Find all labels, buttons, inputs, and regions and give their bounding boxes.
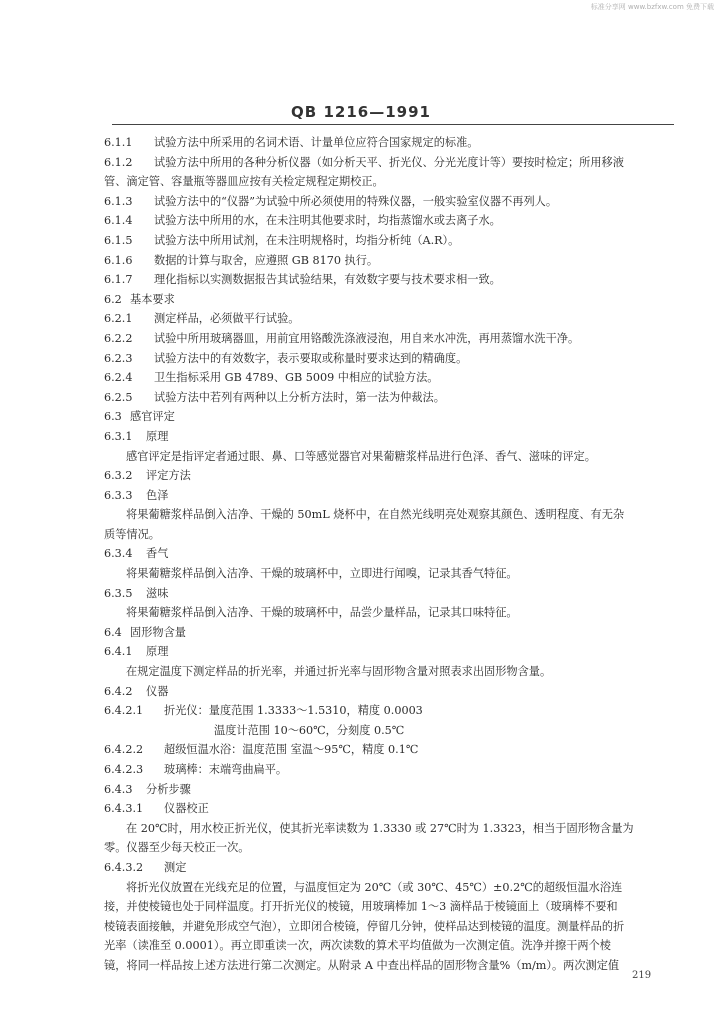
paragraph-text: 将果葡糖浆样品倒入洁净、干燥的玻璃杯中，立即进行闻嗅，记录其香气特征。 — [126, 567, 518, 581]
paragraph-text: 将果葡糖浆样品倒入洁净、干燥的 50mL 烧杯中，在自然光线明亮处观察其颜色、透明程度、有无杂 — [126, 508, 625, 522]
clause-number: 6.4.3.1 — [104, 802, 144, 816]
clause-number: 6.4.2.3 — [104, 763, 144, 776]
clause-number: 6.4.3 — [104, 782, 133, 796]
text-line — [104, 329, 672, 349]
subsection-title: 香气 — [146, 547, 169, 561]
section-heading — [104, 623, 672, 643]
paragraph-line — [104, 662, 672, 682]
paragraph-line — [104, 838, 672, 858]
section-heading — [104, 407, 672, 427]
subsection-heading — [104, 544, 672, 564]
header-rule — [112, 124, 674, 125]
clause-number: 6.4.2.1 — [104, 704, 144, 718]
text-line — [104, 701, 672, 721]
watermark-text: 标准分享网 www.bzfxw.com 免费下载 — [590, 3, 714, 11]
section-number: 6.3 — [104, 410, 122, 424]
paragraph-line — [104, 897, 672, 917]
continuation-text: 棱镜表面接触，并避免形成空气泡），立即闭合棱镜，停留几分钟，使样品达到棱镜的温度。测量样品的折 — [104, 919, 625, 933]
paragraph-line — [104, 878, 672, 898]
subsection-title: 评定方法 — [146, 469, 191, 483]
subsection-heading — [104, 799, 672, 819]
subsection-title: 仪器校正 — [164, 802, 209, 816]
clause-text: 试验方法中所用的各种分析仪器（如分析天平、折光仪、分光光度计等）要按时检定；所用移液 — [154, 155, 624, 169]
section-number: 6.4 — [104, 625, 122, 639]
continuation-text: 光率（读准至 0.0001）。再立即重读一次，两次读数的算术平均值做为一次测定值。洗净并擦干两个棱 — [104, 939, 611, 953]
clause-number: 6.3.2 — [104, 469, 133, 483]
clause-number: 6.2.5 — [104, 390, 133, 404]
clause-text: 试验方法中的有效数字，表示要取或称量时要求达到的精确度。 — [154, 351, 468, 365]
clause-number: 6.3.1 — [104, 429, 133, 443]
section-title: 基本要求 — [130, 292, 175, 306]
paragraph-line — [104, 936, 672, 956]
text-line — [104, 349, 672, 369]
subsection-heading — [104, 486, 672, 506]
clause-text: 试验方法中的“仪器”为试验中所必须使用的特殊仪器，一般实验室仪器不再列人。 — [154, 194, 558, 208]
subsection-heading — [104, 642, 672, 662]
text-line — [104, 172, 672, 192]
text-line — [104, 251, 672, 271]
text-line — [104, 368, 672, 388]
subsection-title: 滋味 — [146, 586, 169, 600]
subsection-heading — [104, 466, 672, 486]
clause-number: 6.2.1 — [104, 312, 133, 326]
clause-number: 6.1.4 — [104, 214, 133, 228]
clause-text: 试验方法中所采用的名词术语、计量单位应符合国家规定的标准。 — [154, 136, 479, 149]
section-title: 固形物含量 — [130, 625, 186, 639]
text-line — [104, 192, 672, 212]
clause-number: 6.3.4 — [104, 547, 133, 561]
clause-text: 试验方法中所用试剂，在未注明规格时，均指分析纯（A.R）。 — [154, 233, 460, 247]
paragraph-line — [104, 819, 672, 839]
paragraph-text: 感官评定是指评定者通过眼、鼻、口等感觉器官对果葡糖浆样品进行色泽、香气、滋味的评定。 — [126, 449, 596, 463]
clause-text: 测定样品，必须做平行试验。 — [154, 312, 300, 326]
paragraph-line — [104, 917, 672, 937]
clause-number: 6.1.3 — [104, 194, 133, 208]
subsection-heading — [104, 780, 672, 800]
paragraph-text: 在规定温度下测定样品的折光率，并通过折光率与固形物含量对照表求出固形物含量。 — [126, 665, 552, 679]
paragraph-line — [104, 525, 672, 545]
clause-number: 6.1.5 — [104, 233, 133, 247]
clause-text: 理化指标以实测数据报告其试验结果，有效数字要与技术要求相一致。 — [154, 273, 501, 287]
text-line — [104, 231, 672, 251]
paragraph-line — [104, 564, 672, 584]
subsection-heading — [104, 682, 672, 702]
paragraph-text: 在 20℃时，用水校正折光仪，使其折光率读数为 1.3330 或 27℃时为 1.3323，相当于固形物含量为 — [126, 821, 634, 835]
clause-text: 试验中所用玻璃器皿，用前宜用铬酸洗涤液浸泡，用自来水冲洗，再用蒸馏水洗干净。 — [154, 331, 580, 345]
clause-text: 数据的计算与取舍，应遵照 GB 8170 执行。 — [154, 253, 379, 267]
clause-number: 6.1.7 — [104, 273, 133, 287]
subsection-heading — [104, 427, 672, 447]
paragraph-text: 将折光仪放置在光线充足的位置，与温度恒定为 20℃（或 30℃、45℃）±0.2℃的超级恒温水浴连 — [126, 880, 623, 894]
subsection-title: 原理 — [146, 645, 169, 659]
document-header: QB 1216—1991 — [291, 103, 431, 121]
paragraph-line — [104, 447, 672, 467]
subsection-title: 分析步骤 — [146, 782, 191, 796]
clause-number: 6.4.2 — [104, 684, 133, 698]
text-line — [104, 760, 672, 780]
text-line — [104, 721, 672, 741]
clause-text: 超级恒温水浴：温度范围 室温～95℃，精度 0.1℃ — [164, 743, 419, 757]
paragraph-line — [104, 956, 672, 976]
subsection-heading — [104, 584, 672, 604]
section-title: 感官评定 — [130, 410, 175, 424]
clause-text: 试验方法中若列有两种以上分析方法时，第一法为仲裁法。 — [154, 390, 445, 404]
subsection-title: 色泽 — [146, 488, 169, 502]
text-line — [104, 309, 672, 329]
subsection-title: 原理 — [146, 429, 169, 443]
continuation-text: 接，并使棱镜也处于同样温度。打开折光仪的棱镜，用玻璃棒加 1～3 滴样品于棱镜面上（玻璃棒不要和 — [104, 900, 618, 914]
clause-number: 6.4.2.2 — [104, 743, 144, 757]
section-number: 6.2 — [104, 292, 122, 306]
paragraph-line — [104, 603, 672, 623]
page-number: 219 — [632, 970, 652, 981]
continuation-text: 质等情况。 — [104, 527, 160, 541]
clause-number: 6.1.6 — [104, 253, 133, 267]
paragraph-line — [104, 505, 672, 525]
text-line — [104, 270, 672, 290]
continuation-text: 管、滴定管、容量瓶等器皿应按有关检定规程定期校正。 — [104, 175, 384, 189]
text-line — [104, 153, 672, 173]
clause-number: 6.4.3.2 — [104, 860, 144, 874]
text-line — [104, 211, 672, 231]
clause-number: 6.4.1 — [104, 645, 133, 659]
text-line — [104, 133, 672, 153]
text-line — [104, 388, 672, 408]
continuation-text: 零。仪器至少每天校正一次。 — [104, 841, 250, 855]
continuation-text: 镜，将同一样品按上述方法进行第二次测定。从附录 A 中查出样品的固形物含量%（m/m）。两次测定值 — [104, 958, 620, 972]
clause-number: 6.1.2 — [104, 155, 133, 169]
clause-number: 6.3.5 — [104, 586, 133, 600]
clause-number: 6.2.2 — [104, 331, 133, 345]
clause-text: 温度计范围 10～60℃，分刻度 0.5℃ — [214, 723, 405, 737]
subsection-title: 仪器 — [146, 684, 169, 698]
clause-text: 玻璃棒：末端弯曲扁平。 — [164, 763, 288, 776]
clause-number: 6.2.4 — [104, 371, 133, 385]
subsection-heading — [104, 858, 672, 878]
clause-number: 6.2.3 — [104, 351, 133, 365]
subsection-title: 测定 — [164, 860, 187, 874]
clause-text: 折光仪：量度范围 1.3333～1.5310，精度 0.0003 — [164, 704, 423, 718]
document-body — [104, 133, 672, 976]
clause-number: 6.3.3 — [104, 488, 133, 502]
clause-text: 卫生指标采用 GB 4789、GB 5009 中相应的试验方法。 — [154, 371, 439, 385]
text-line — [104, 740, 672, 760]
section-heading — [104, 290, 672, 310]
clause-text: 试验方法中所用的水，在未注明其他要求时，均指蒸馏水或去离子水。 — [154, 214, 501, 228]
paragraph-text: 将果葡糖浆样品倒入洁净、干燥的玻璃杯中，品尝少量样品，记录其口味特征。 — [126, 606, 518, 620]
clause-number: 6.1.1 — [104, 136, 133, 149]
